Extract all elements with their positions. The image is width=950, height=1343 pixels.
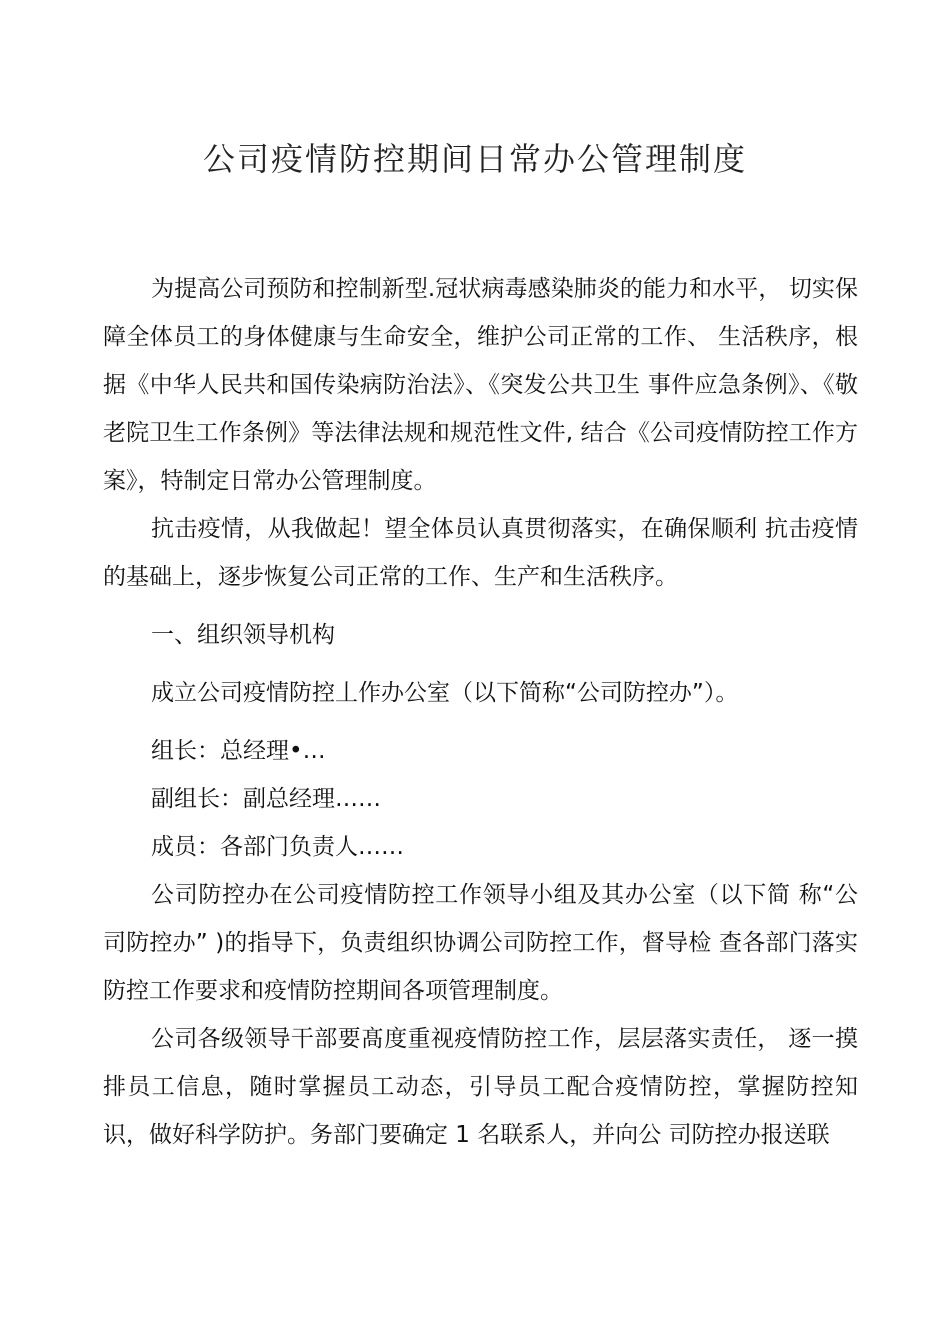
document-title: 公司疫情防控期间日常办公管理制度 xyxy=(202,140,747,178)
members-line: 成员：各部门负责人…… xyxy=(151,834,404,860)
deputy-leader-line: 副组长：副总经理…… xyxy=(151,786,381,812)
paragraph-intro: 为提高公司预防和控制新型.冠状病毒感染肺炎的能力和水平， 切实保障全体员工的身体健康与生命安全，维护公司正常的工作、 生活秩序，根据《中华人民共和国传染病防治法》、《突发公共卫生 事件应急条例》、《敬老院卫生工作条例》等法律法规和规范性文件, 结合《公司疫情防控工作方案》，特制定日常办公管理制度。 xyxy=(103,276,858,494)
office-establishment-line: 成立公司疫情防控丄作办公室（以下简称“公司防控办”）。 xyxy=(151,680,739,706)
paragraph-call-to-action: 抗击疫情，从我做起！望全体员认真贯彻落实，在确保顺利 抗击疫情的基础上，逐步恢复公司正常的工作、生产和生活秩序。 xyxy=(103,516,858,590)
document-body xyxy=(103,265,858,1159)
section-heading-organization: 一、组织领导机构 xyxy=(151,622,335,648)
paragraph-office-duties: 公司防控办在公司疫情防控工作领导小组及其办公室（以下简 称“公司防控办” )的指导下，负责组织协调公司防控工作，督导检 查各部门落实防控工作要求和疫情防控期间各项管理制度。 xyxy=(103,882,858,1004)
paragraph-leadership-responsibility: 公司各级领导干部要髙度重视疫情防控工作，层层落实责任， 逐一摸排员工信息，随时掌握员工动态，引导员工配合疫情防控，掌握防控知识，做好科学防护。务部门要确定 1 名联系人，并向公 司防控办报送联 xyxy=(103,1026,858,1148)
leader-line: 组长：总经理•… xyxy=(151,738,326,764)
